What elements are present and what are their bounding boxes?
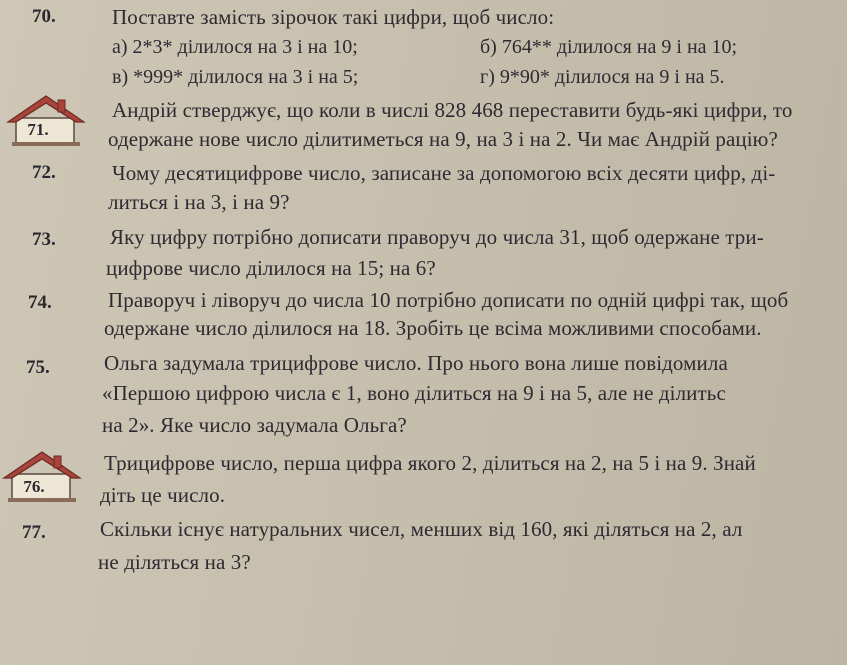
problem-70-c: в) *999* ділилося на 3 і на 5; <box>112 66 359 88</box>
problem-73-line1: Яку цифру потрібно дописати праворуч до числа 31, щоб одержане три- <box>110 225 764 249</box>
problem-73-line2: цифрове число ділилося на 15; на 6? <box>106 256 436 280</box>
problem-75-line2: «Першою цифрою числа є 1, воно ділиться на 9 і на 5, але не ділитьс <box>102 381 726 405</box>
problem-76-line1: Трицифрове число, перша цифра якого 2, ділиться на 2, на 5 і на 9. Знай <box>104 451 756 475</box>
problem-70-d: г) 9*90* ділилося на 9 і на 5. <box>480 66 725 88</box>
problem-71-line1: Андрій стверджує, що коли в числі 828 468 переставити будь-які цифри, то <box>112 98 793 122</box>
problem-number-74: 74. <box>28 292 52 313</box>
problem-70-a: а) 2*3* ділилося на 3 і на 10; <box>112 36 358 58</box>
problem-74-line1: Праворуч і ліворуч до числа 10 потрібно дописати по одній цифрі так, щоб <box>108 288 789 312</box>
problem-number-73: 73. <box>32 229 56 250</box>
problem-75-line1: Ольга задумала трицифрове число. Про нього вона лише повідомила <box>104 351 728 375</box>
problem-number-70: 70. <box>32 6 56 27</box>
problem-76-line2: діть це число. <box>100 483 226 507</box>
problem-75-line3: на 2». Яке число задумала Ольга? <box>102 413 407 437</box>
problem-70-text: Поставте замість зірочок такі цифри, щоб число: <box>112 5 555 29</box>
problem-number-71: 71. <box>27 120 49 139</box>
problem-77-line1: Скільки існує натуральних чисел, менших від 160, які діляться на 2, ал <box>100 517 743 541</box>
problem-72-line2: литься і на 3, і на 9? <box>108 190 290 214</box>
problem-72-line1: Чому десятицифрове число, записане за допомогою всіх десяти цифр, ді- <box>112 161 776 185</box>
problem-74-line2: одержане число ділилося на 18. Зробіть це всіма можливими способами. <box>104 316 762 340</box>
problem-number-76: 76. <box>23 477 45 496</box>
problem-number-72: 72. <box>32 162 56 183</box>
problem-71-line2: одержане нове число ділитиметься на 9, на 3 і на 2. Чи має Андрій рацію? <box>108 127 778 151</box>
problem-70-b: б) 764** ділилося на 9 і на 10; <box>480 36 738 58</box>
problem-number-75: 75. <box>26 357 50 378</box>
problem-77-line2: не діляться на 3? <box>98 550 251 574</box>
problem-number-77: 77. <box>22 522 46 543</box>
